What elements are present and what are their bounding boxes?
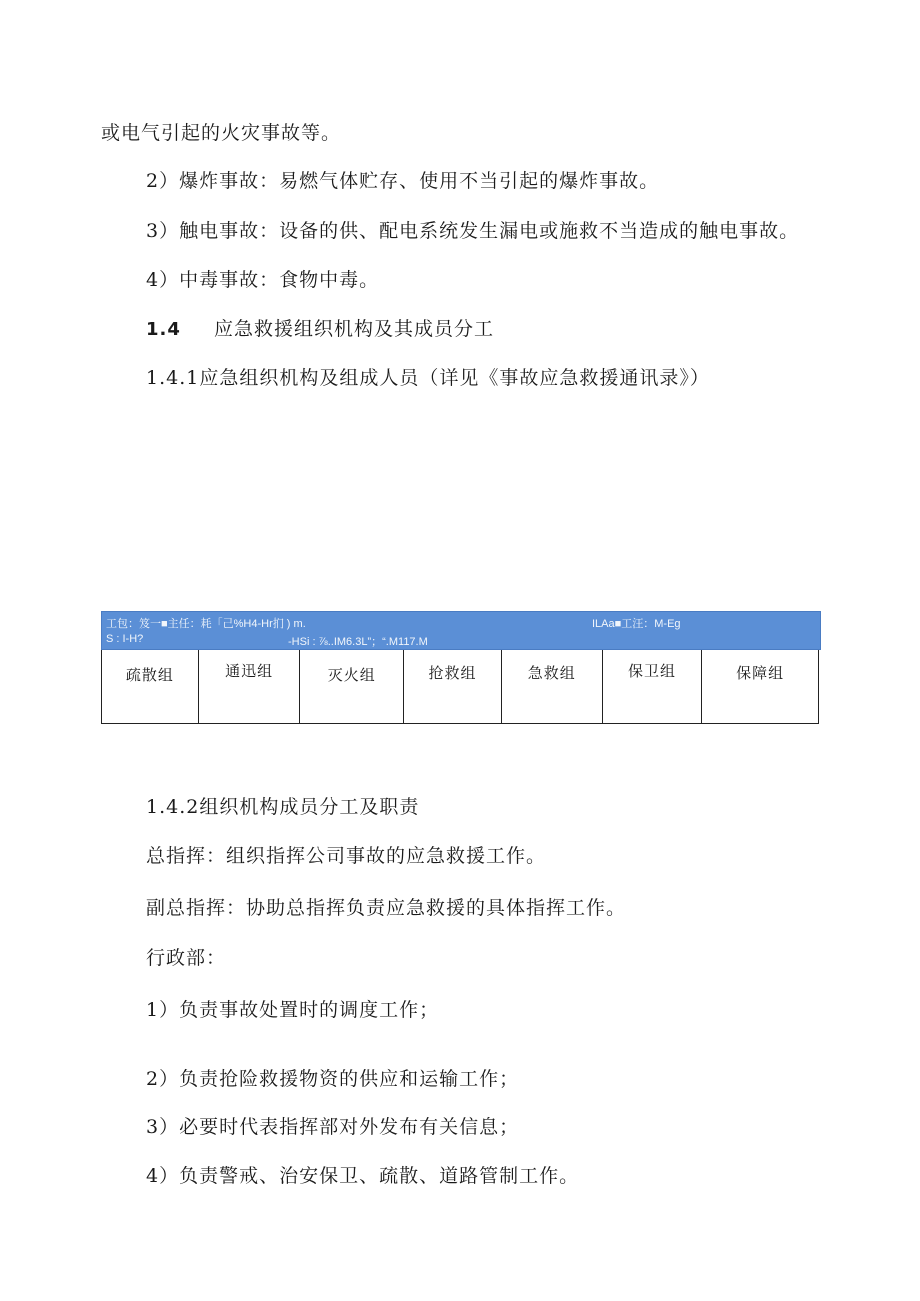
heading-number: 1.4 [146, 319, 181, 340]
banner-text-line1-left: 工包：笈一■主任：耗「己%H4-Hr扪 ) m. [106, 618, 306, 630]
group-rescue: 抢救组 [404, 650, 502, 723]
duty-deputy-commander: 副总指挥：协助总指挥负责应急救援的具体指挥工作。 [146, 897, 627, 919]
duty-commander: 总指挥：组织指挥公司事故的应急救援工作。 [146, 845, 547, 867]
section-heading-1-4 [146, 316, 494, 343]
list-item-explosion: 2）爆炸事故：易燃气体贮存、使用不当引起的爆炸事故。 [146, 170, 660, 192]
section-heading-1-4-1: 1.4.1应急组织机构及组成人员（详见《事故应急救援通讯录》） [146, 367, 710, 389]
org-chart-groups [101, 650, 819, 724]
list-item-poisoning: 4）中毒事故：食物中毒。 [146, 269, 380, 291]
group-logistics: 保障组 [736, 664, 785, 682]
heading-title: 应急救援组织机构及其成员分工 [214, 318, 495, 340]
banner-text-line2-left: S : I-H? [106, 633, 144, 645]
group-firefighting: 灭火组 [300, 650, 404, 723]
group-evacuation: 疏散组 [102, 650, 199, 723]
admin-duty-2: 2）负责抢险救援物资的供应和运输工作； [146, 1068, 520, 1090]
group-communication: 通迅组 [199, 650, 301, 723]
org-chart-banner [101, 611, 821, 650]
banner-text-line1-right: ILAa■工汪：M-Eg [592, 618, 681, 630]
admin-duty-4: 4）负责警戒、治安保卫、疏散、道路管制工作。 [146, 1165, 580, 1187]
admin-duty-1: 1）负责事故处置时的调度工作； [146, 999, 440, 1021]
list-item-electric-shock: 3）触电事故：设备的供、配电系统发生漏电或施救不当造成的触电事故。 [146, 220, 800, 242]
group-security: 保卫组 [603, 650, 703, 723]
admin-dept-label: 行政部： [146, 947, 227, 969]
banner-text-line2-right: -HSi : ⅞..IM6.3L”；“.M117.M [288, 636, 428, 648]
paragraph-fire-cause: 或电气引起的火灾事故等。 [101, 122, 342, 144]
section-heading-1-4-2: 1.4.2组织机构成员分工及职责 [146, 796, 420, 818]
group-first-aid: 急救组 [502, 650, 603, 723]
admin-duty-3: 3）必要时代表指挥部对外发布有关信息； [146, 1116, 520, 1138]
